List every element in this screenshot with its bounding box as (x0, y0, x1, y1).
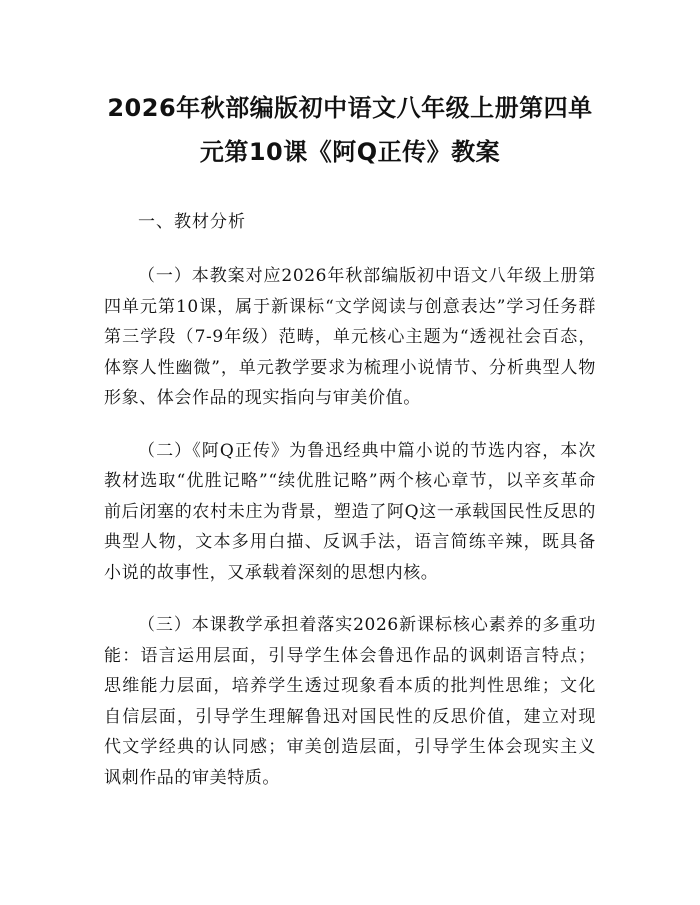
section-heading-textbook-analysis: 一、教材分析 (138, 212, 246, 232)
document-title (104, 86, 596, 174)
paragraph-1: （一）本教案对应2026年秋部编版初中语文八年级上册第四单元第10课，属于新课标“文学阅读与创意表达”学习任务群第三学段（7-9年级）范畴，单元核心主题为“透视社会百态，体察人性幽微”，单元教学要求为梳理小说情节、分析典型人物形象、体会作品的现实指向与审美价值。 (104, 266, 596, 408)
document-title-line-2: 元第10课《阿Q正传》教案 (199, 138, 501, 166)
document-title-line-1: 2026年秋部编版初中语文八年级上册第四单 (107, 94, 593, 122)
paragraph-3: （三）本课教学承担着落实2026新课标核心素养的多重功能：语言运用层面，引导学生体会鲁迅作品的讽刺语言特点；思维能力层面，培养学生透过现象看本质的批判性思维；文化自信层面，引导学生理解鲁迅对国民性的反思价值，建立对现代文学经典的认同感；审美创造层面，引导学生体会现实主义讽刺作品的审美特质。 (104, 615, 596, 788)
paragraph-2: （二）《阿Q正传》为鲁迅经典中篇小说的节选内容，本次教材选取“优胜记略”“续优胜记略”两个核心章节，以辛亥革命前后闭塞的农村未庄为背景，塑造了阿Q这一承载国民性反思的典型人物，文本多用白描、反讽手法，语言简练辛辣，既具备小说的故事性，又承载着深刻的思想内核。 (104, 440, 596, 583)
